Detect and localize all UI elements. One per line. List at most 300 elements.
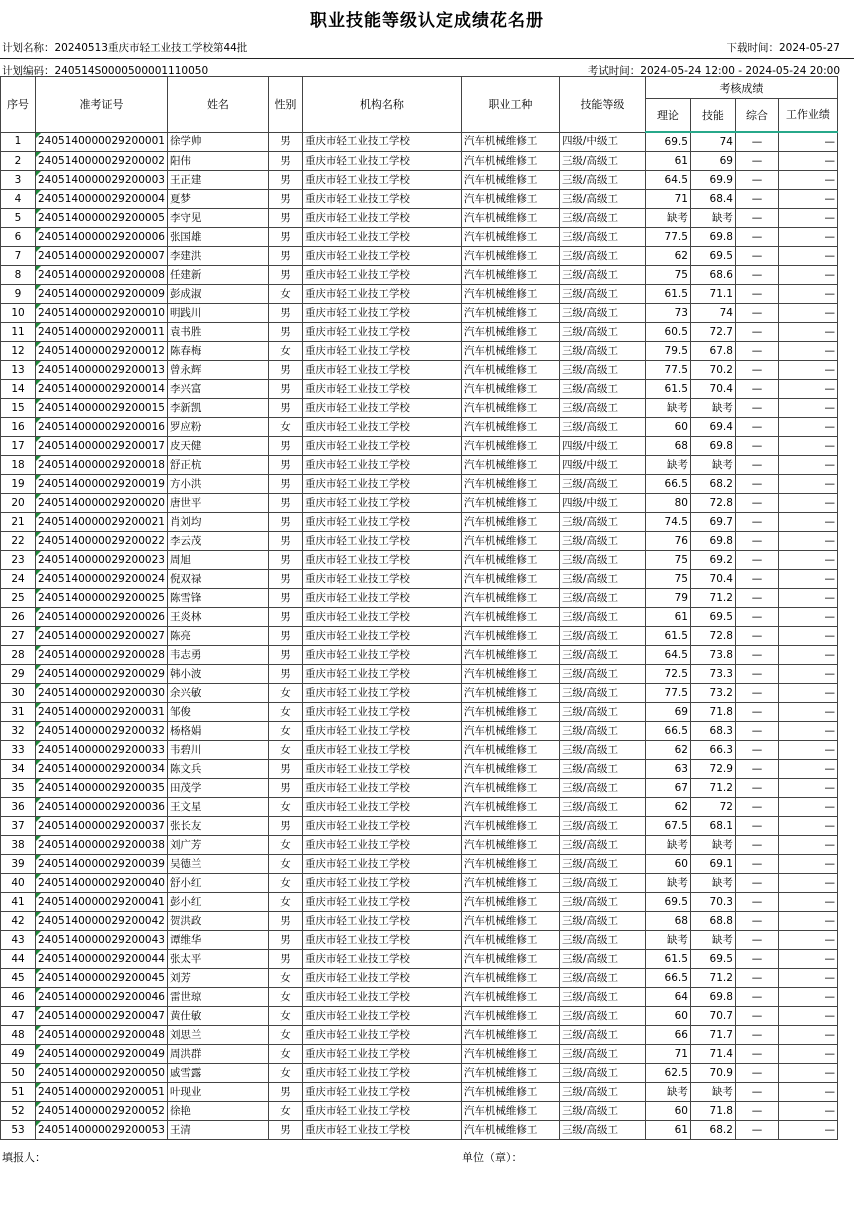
cell-occupation: 汽车机械维修工 xyxy=(461,361,559,380)
cell-gender: 女 xyxy=(268,988,302,1007)
cell-theory: 66.5 xyxy=(645,475,690,494)
cell-theory: 缺考 xyxy=(645,456,690,475)
cell-theory: 缺考 xyxy=(645,836,690,855)
cell-overall: — xyxy=(735,456,778,475)
cell-level: 三级/高级工 xyxy=(559,228,645,247)
cell-gender: 女 xyxy=(268,836,302,855)
cell-name: 罗应粉 xyxy=(167,418,268,437)
cell-work-perf: — xyxy=(778,589,837,608)
cell-work-perf: — xyxy=(778,646,837,665)
cell-index: 34 xyxy=(1,760,36,779)
cell-occupation: 汽车机械维修工 xyxy=(461,779,559,798)
cell-occupation: 汽车机械维修工 xyxy=(461,1121,559,1140)
cell-skill: 68.8 xyxy=(690,912,735,931)
cell-index: 22 xyxy=(1,532,36,551)
table-row xyxy=(1,361,838,380)
cell-theory: 缺考 xyxy=(645,931,690,950)
cell-level: 三级/高级工 xyxy=(559,741,645,760)
cell-skill: 70.3 xyxy=(690,893,735,912)
cell-skill: 71.8 xyxy=(690,1102,735,1121)
cell-theory: 77.5 xyxy=(645,361,690,380)
cell-name: 方小洪 xyxy=(167,475,268,494)
cell-occupation: 汽车机械维修工 xyxy=(461,247,559,266)
cell-overall: — xyxy=(735,380,778,399)
cell-overall: — xyxy=(735,342,778,361)
cell-overall: — xyxy=(735,475,778,494)
cell-work-perf: — xyxy=(778,855,837,874)
cell-work-perf: — xyxy=(778,209,837,228)
cell-level: 三级/高级工 xyxy=(559,513,645,532)
cell-occupation: 汽车机械维修工 xyxy=(461,741,559,760)
cell-overall: — xyxy=(735,684,778,703)
cell-skill: 71.2 xyxy=(690,589,735,608)
cell-theory: 66 xyxy=(645,1026,690,1045)
cell-occupation: 汽车机械维修工 xyxy=(461,380,559,399)
cell-org: 重庆市轻工业技工学校 xyxy=(302,266,461,285)
cell-gender: 男 xyxy=(268,760,302,779)
cell-skill: 缺考 xyxy=(690,931,735,950)
cell-theory: 缺考 xyxy=(645,399,690,418)
cell-index: 38 xyxy=(1,836,36,855)
cell-occupation: 汽车机械维修工 xyxy=(461,608,559,627)
cell-name: 倪双禄 xyxy=(167,570,268,589)
cell-occupation: 汽车机械维修工 xyxy=(461,399,559,418)
cell-occupation: 汽车机械维修工 xyxy=(461,437,559,456)
cell-ticket: 2405140000029200051 xyxy=(36,1083,168,1102)
cell-ticket: 2405140000029200002 xyxy=(36,152,168,171)
cell-overall: — xyxy=(735,437,778,456)
cell-occupation: 汽车机械维修工 xyxy=(461,228,559,247)
cell-overall: — xyxy=(735,893,778,912)
cell-work-perf: — xyxy=(778,912,837,931)
cell-index: 51 xyxy=(1,1083,36,1102)
cell-theory: 71 xyxy=(645,190,690,209)
cell-gender: 男 xyxy=(268,589,302,608)
cell-work-perf: — xyxy=(778,1102,837,1121)
cell-org: 重庆市轻工业技工学校 xyxy=(302,513,461,532)
plan-name: 计划名称：20240513重庆市轻工业技工学校第44批 xyxy=(2,42,248,54)
cell-index: 2 xyxy=(1,152,36,171)
cell-work-perf: — xyxy=(778,684,837,703)
cell-occupation: 汽车机械维修工 xyxy=(461,817,559,836)
cell-level: 三级/高级工 xyxy=(559,152,645,171)
table-row xyxy=(1,646,838,665)
cell-overall: — xyxy=(735,836,778,855)
cell-ticket: 2405140000029200040 xyxy=(36,874,168,893)
cell-level: 三级/高级工 xyxy=(559,1064,645,1083)
cell-level: 三级/高级工 xyxy=(559,969,645,988)
cell-org: 重庆市轻工业技工学校 xyxy=(302,1026,461,1045)
cell-gender: 男 xyxy=(268,323,302,342)
footer-filler: 填报人： xyxy=(2,1151,46,1164)
table-row xyxy=(1,703,838,722)
cell-overall: — xyxy=(735,152,778,171)
cell-work-perf: — xyxy=(778,399,837,418)
cell-name: 张太平 xyxy=(167,950,268,969)
cell-name: 刘广芳 xyxy=(167,836,268,855)
cell-level: 三级/高级工 xyxy=(559,285,645,304)
cell-skill: 71.7 xyxy=(690,1026,735,1045)
cell-skill: 67.8 xyxy=(690,342,735,361)
table-row xyxy=(1,608,838,627)
cell-occupation: 汽车机械维修工 xyxy=(461,551,559,570)
table-row xyxy=(1,570,838,589)
cell-occupation: 汽车机械维修工 xyxy=(461,1045,559,1064)
cell-gender: 男 xyxy=(268,513,302,532)
cell-org: 重庆市轻工业技工学校 xyxy=(302,912,461,931)
cell-name: 王炎林 xyxy=(167,608,268,627)
cell-ticket: 2405140000029200036 xyxy=(36,798,168,817)
cell-name: 皮天健 xyxy=(167,437,268,456)
cell-level: 三级/高级工 xyxy=(559,399,645,418)
cell-index: 42 xyxy=(1,912,36,931)
cell-overall: — xyxy=(735,855,778,874)
cell-org: 重庆市轻工业技工学校 xyxy=(302,874,461,893)
cell-overall: — xyxy=(735,798,778,817)
cell-gender: 女 xyxy=(268,418,302,437)
cell-name: 韩小波 xyxy=(167,665,268,684)
cell-level: 三级/高级工 xyxy=(559,589,645,608)
cell-org: 重庆市轻工业技工学校 xyxy=(302,342,461,361)
cell-level: 三级/高级工 xyxy=(559,931,645,950)
cell-theory: 73 xyxy=(645,304,690,323)
table-row xyxy=(1,190,838,209)
table-row xyxy=(1,399,838,418)
cell-index: 12 xyxy=(1,342,36,361)
cell-ticket: 2405140000029200045 xyxy=(36,969,168,988)
cell-work-perf: — xyxy=(778,1045,837,1064)
cell-occupation: 汽车机械维修工 xyxy=(461,1064,559,1083)
cell-gender: 男 xyxy=(268,665,302,684)
cell-overall: — xyxy=(735,266,778,285)
cell-skill: 缺考 xyxy=(690,836,735,855)
cell-org: 重庆市轻工业技工学校 xyxy=(302,855,461,874)
cell-theory: 67.5 xyxy=(645,817,690,836)
table-row xyxy=(1,589,838,608)
cell-index: 36 xyxy=(1,798,36,817)
cell-ticket: 2405140000029200029 xyxy=(36,665,168,684)
cell-occupation: 汽车机械维修工 xyxy=(461,646,559,665)
cell-work-perf: — xyxy=(778,304,837,323)
cell-overall: — xyxy=(735,589,778,608)
cell-skill: 72 xyxy=(690,798,735,817)
cell-gender: 女 xyxy=(268,1045,302,1064)
cell-occupation: 汽车机械维修工 xyxy=(461,266,559,285)
cell-occupation: 汽车机械维修工 xyxy=(461,665,559,684)
cell-occupation: 汽车机械维修工 xyxy=(461,874,559,893)
cell-level: 三级/高级工 xyxy=(559,646,645,665)
cell-org: 重庆市轻工业技工学校 xyxy=(302,132,461,152)
cell-name: 夏梦 xyxy=(167,190,268,209)
cell-level: 三级/高级工 xyxy=(559,817,645,836)
cell-level: 四级/中级工 xyxy=(559,132,645,152)
cell-ticket: 2405140000029200014 xyxy=(36,380,168,399)
cell-name: 徐学帅 xyxy=(167,132,268,152)
cell-name: 李建洪 xyxy=(167,247,268,266)
plan-code: 计划编码：240514S0000500001110050 xyxy=(2,65,209,77)
cell-occupation: 汽车机械维修工 xyxy=(461,304,559,323)
cell-name: 李兴富 xyxy=(167,380,268,399)
cell-skill: 68.4 xyxy=(690,190,735,209)
cell-ticket: 2405140000029200034 xyxy=(36,760,168,779)
cell-org: 重庆市轻工业技工学校 xyxy=(302,475,461,494)
cell-org: 重庆市轻工业技工学校 xyxy=(302,969,461,988)
cell-name: 陈春梅 xyxy=(167,342,268,361)
cell-level: 三级/高级工 xyxy=(559,1026,645,1045)
cell-index: 27 xyxy=(1,627,36,646)
cell-index: 9 xyxy=(1,285,36,304)
cell-level: 三级/高级工 xyxy=(559,247,645,266)
cell-org: 重庆市轻工业技工学校 xyxy=(302,1121,461,1140)
cell-theory: 64.5 xyxy=(645,646,690,665)
cell-overall: — xyxy=(735,722,778,741)
cell-index: 29 xyxy=(1,665,36,684)
table-row xyxy=(1,494,838,513)
cell-theory: 63 xyxy=(645,760,690,779)
cell-work-perf: — xyxy=(778,380,837,399)
cell-gender: 女 xyxy=(268,874,302,893)
cell-overall: — xyxy=(735,1045,778,1064)
cell-occupation: 汽车机械维修工 xyxy=(461,494,559,513)
cell-overall: — xyxy=(735,361,778,380)
cell-overall: — xyxy=(735,551,778,570)
cell-skill: 缺考 xyxy=(690,209,735,228)
cell-overall: — xyxy=(735,817,778,836)
cell-name: 阳伟 xyxy=(167,152,268,171)
cell-theory: 68 xyxy=(645,912,690,931)
cell-index: 52 xyxy=(1,1102,36,1121)
cell-name: 王文星 xyxy=(167,798,268,817)
cell-overall: — xyxy=(735,608,778,627)
cell-level: 四级/中级工 xyxy=(559,456,645,475)
cell-occupation: 汽车机械维修工 xyxy=(461,627,559,646)
cell-gender: 男 xyxy=(268,437,302,456)
cell-name: 彭成淑 xyxy=(167,285,268,304)
cell-ticket: 2405140000029200032 xyxy=(36,722,168,741)
cell-overall: — xyxy=(735,912,778,931)
cell-index: 10 xyxy=(1,304,36,323)
cell-name: 田茂学 xyxy=(167,779,268,798)
cell-name: 周旭 xyxy=(167,551,268,570)
cell-work-perf: — xyxy=(778,132,837,152)
cell-overall: — xyxy=(735,304,778,323)
cell-work-perf: — xyxy=(778,437,837,456)
table-row xyxy=(1,418,838,437)
cell-work-perf: — xyxy=(778,171,837,190)
cell-theory: 77.5 xyxy=(645,228,690,247)
cell-occupation: 汽车机械维修工 xyxy=(461,836,559,855)
table-row xyxy=(1,817,838,836)
cell-level: 三级/高级工 xyxy=(559,304,645,323)
cell-occupation: 汽车机械维修工 xyxy=(461,1026,559,1045)
table-row xyxy=(1,342,838,361)
cell-theory: 80 xyxy=(645,494,690,513)
header-occupation: 职业工种 xyxy=(461,77,559,133)
cell-name: 曾永辉 xyxy=(167,361,268,380)
cell-theory: 61 xyxy=(645,152,690,171)
cell-skill: 73.8 xyxy=(690,646,735,665)
cell-name: 舒正杭 xyxy=(167,456,268,475)
header-index: 序号 xyxy=(1,77,36,133)
cell-index: 31 xyxy=(1,703,36,722)
cell-org: 重庆市轻工业技工学校 xyxy=(302,779,461,798)
cell-org: 重庆市轻工业技工学校 xyxy=(302,1083,461,1102)
cell-index: 45 xyxy=(1,969,36,988)
cell-org: 重庆市轻工业技工学校 xyxy=(302,361,461,380)
cell-org: 重庆市轻工业技工学校 xyxy=(302,152,461,171)
cell-name: 黄仕敏 xyxy=(167,1007,268,1026)
cell-org: 重庆市轻工业技工学校 xyxy=(302,456,461,475)
cell-ticket: 2405140000029200033 xyxy=(36,741,168,760)
cell-occupation: 汽车机械维修工 xyxy=(461,209,559,228)
cell-level: 三级/高级工 xyxy=(559,361,645,380)
cell-theory: 61.5 xyxy=(645,950,690,969)
cell-index: 49 xyxy=(1,1045,36,1064)
table-row xyxy=(1,171,838,190)
cell-index: 30 xyxy=(1,684,36,703)
cell-theory: 75 xyxy=(645,570,690,589)
cell-org: 重庆市轻工业技工学校 xyxy=(302,1045,461,1064)
cell-org: 重庆市轻工业技工学校 xyxy=(302,608,461,627)
table-row xyxy=(1,513,838,532)
cell-gender: 女 xyxy=(268,1026,302,1045)
cell-skill: 74 xyxy=(690,304,735,323)
cell-ticket: 2405140000029200022 xyxy=(36,532,168,551)
table-row xyxy=(1,931,838,950)
cell-skill: 71.8 xyxy=(690,703,735,722)
cell-theory: 60 xyxy=(645,1007,690,1026)
cell-org: 重庆市轻工业技工学校 xyxy=(302,285,461,304)
cell-work-perf: — xyxy=(778,570,837,589)
cell-work-perf: — xyxy=(778,1083,837,1102)
cell-ticket: 2405140000029200006 xyxy=(36,228,168,247)
cell-work-perf: — xyxy=(778,456,837,475)
cell-name: 贺洪政 xyxy=(167,912,268,931)
cell-overall: — xyxy=(735,627,778,646)
cell-ticket: 2405140000029200031 xyxy=(36,703,168,722)
header-work-perf-text: 工作业绩 xyxy=(785,108,830,121)
cell-overall: — xyxy=(735,247,778,266)
cell-name: 李守见 xyxy=(167,209,268,228)
cell-work-perf: — xyxy=(778,874,837,893)
cell-ticket: 2405140000029200048 xyxy=(36,1026,168,1045)
cell-gender: 女 xyxy=(268,684,302,703)
cell-theory: 75 xyxy=(645,551,690,570)
cell-ticket: 2405140000029200009 xyxy=(36,285,168,304)
cell-theory: 62.5 xyxy=(645,1064,690,1083)
cell-index: 14 xyxy=(1,380,36,399)
cell-work-perf: — xyxy=(778,1121,837,1140)
cell-level: 三级/高级工 xyxy=(559,475,645,494)
cell-work-perf: — xyxy=(778,779,837,798)
cell-name: 张国雄 xyxy=(167,228,268,247)
cell-theory: 77.5 xyxy=(645,684,690,703)
cell-ticket: 2405140000029200039 xyxy=(36,855,168,874)
exam-time: 考试时间：2024-05-24 12:00 - 2024-05-24 20:00 xyxy=(587,65,840,77)
table-row xyxy=(1,798,838,817)
cell-index: 26 xyxy=(1,608,36,627)
cell-work-perf: — xyxy=(778,893,837,912)
cell-level: 三级/高级工 xyxy=(559,342,645,361)
cell-level: 三级/高级工 xyxy=(559,855,645,874)
cell-ticket: 2405140000029200019 xyxy=(36,475,168,494)
cell-skill: 68.1 xyxy=(690,817,735,836)
cell-occupation: 汽车机械维修工 xyxy=(461,988,559,1007)
cell-org: 重庆市轻工业技工学校 xyxy=(302,836,461,855)
cell-skill: 69.7 xyxy=(690,513,735,532)
table-row xyxy=(1,456,838,475)
cell-occupation: 汽车机械维修工 xyxy=(461,152,559,171)
cell-name: 邹俊 xyxy=(167,703,268,722)
cell-level: 三级/高级工 xyxy=(559,1102,645,1121)
cell-occupation: 汽车机械维修工 xyxy=(461,798,559,817)
cell-index: 7 xyxy=(1,247,36,266)
cell-occupation: 汽车机械维修工 xyxy=(461,418,559,437)
cell-theory: 61 xyxy=(645,608,690,627)
cell-skill: 缺考 xyxy=(690,456,735,475)
cell-overall: — xyxy=(735,1083,778,1102)
cell-level: 三级/高级工 xyxy=(559,703,645,722)
cell-theory: 76 xyxy=(645,532,690,551)
cell-ticket: 2405140000029200037 xyxy=(36,817,168,836)
cell-index: 17 xyxy=(1,437,36,456)
cell-gender: 男 xyxy=(268,532,302,551)
cell-level: 三级/高级工 xyxy=(559,684,645,703)
cell-theory: 69.5 xyxy=(645,132,690,152)
cell-level: 三级/高级工 xyxy=(559,836,645,855)
cell-overall: — xyxy=(735,513,778,532)
cell-overall: — xyxy=(735,399,778,418)
cell-work-perf: — xyxy=(778,494,837,513)
cell-index: 53 xyxy=(1,1121,36,1140)
cell-ticket: 2405140000029200004 xyxy=(36,190,168,209)
cell-skill: 68.2 xyxy=(690,475,735,494)
cell-work-perf: — xyxy=(778,532,837,551)
cell-gender: 男 xyxy=(268,456,302,475)
cell-gender: 男 xyxy=(268,570,302,589)
cell-gender: 女 xyxy=(268,893,302,912)
cell-skill: 缺考 xyxy=(690,399,735,418)
cell-index: 41 xyxy=(1,893,36,912)
cell-theory: 62 xyxy=(645,741,690,760)
cell-name: 明践川 xyxy=(167,304,268,323)
cell-skill: 72.7 xyxy=(690,323,735,342)
cell-org: 重庆市轻工业技工学校 xyxy=(302,1102,461,1121)
cell-gender: 女 xyxy=(268,703,302,722)
cell-theory: 61.5 xyxy=(645,285,690,304)
cell-gender: 男 xyxy=(268,646,302,665)
table-row xyxy=(1,988,838,1007)
table-row xyxy=(1,247,838,266)
cell-ticket: 2405140000029200015 xyxy=(36,399,168,418)
cell-skill: 69.8 xyxy=(690,532,735,551)
cell-theory: 62 xyxy=(645,247,690,266)
cell-org: 重庆市轻工业技工学校 xyxy=(302,570,461,589)
cell-gender: 女 xyxy=(268,1064,302,1083)
table-row xyxy=(1,532,838,551)
cell-overall: — xyxy=(735,703,778,722)
cell-name: 王正建 xyxy=(167,171,268,190)
cell-index: 28 xyxy=(1,646,36,665)
cell-overall: — xyxy=(735,209,778,228)
cell-index: 11 xyxy=(1,323,36,342)
cell-skill: 71.1 xyxy=(690,285,735,304)
cell-theory: 72.5 xyxy=(645,665,690,684)
cell-theory: 67 xyxy=(645,779,690,798)
cell-org: 重庆市轻工业技工学校 xyxy=(302,760,461,779)
cell-org: 重庆市轻工业技工学校 xyxy=(302,190,461,209)
cell-org: 重庆市轻工业技工学校 xyxy=(302,1007,461,1026)
